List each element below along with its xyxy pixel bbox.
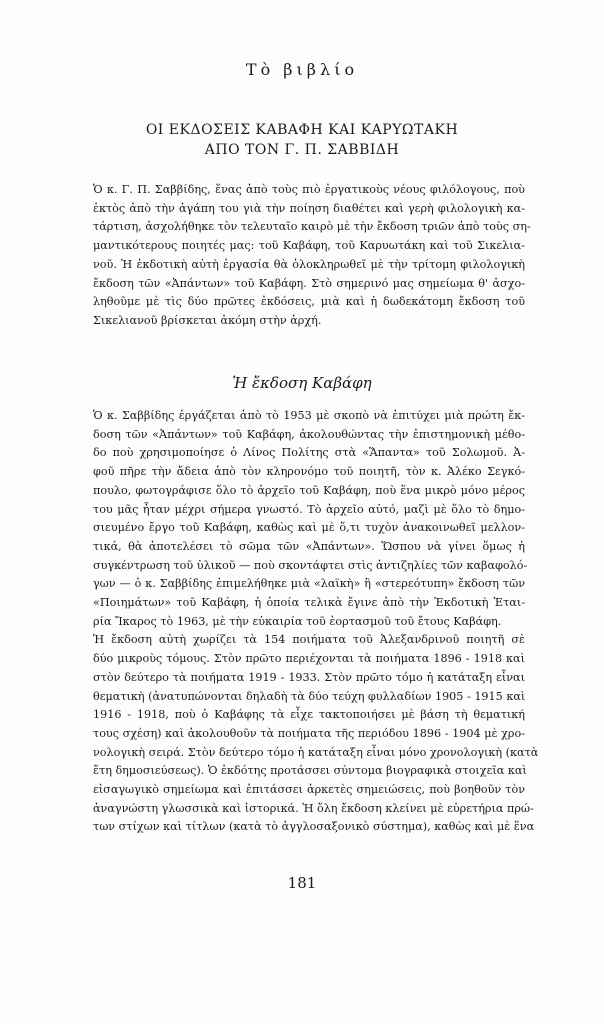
article-title: [0, 120, 604, 160]
text-line: γων — ὁ κ. Σαββίδης ἐπιμελήθηκε μιὰ «λαϊκὴ» ἢ «στερεότυπη» ἔκδοση τῶν: [93, 577, 525, 591]
text-line: τους σχέση) καὶ ἀκολουθοῦν τὰ ποιήματα τῆς περιόδου 1896 - 1904 μὲ χρο-: [93, 726, 525, 740]
text-line: Ὁ κ. Γ. Π. Σαββίδης, ἕνας ἀπὸ τοὺς πιὸ ἐργατικοὺς νέους φιλόλογους, ποὺ: [93, 183, 525, 196]
intro-paragraph: [93, 181, 531, 331]
text-line: «Ποιημάτων» τοῦ Καβάφη, ἡ ὁποία τελικὰ ἔγινε ἀπὸ τὴν Ἐκδοτικὴ Ἑται-: [93, 596, 525, 610]
text-line: μαντικότερους ποιητές μας: τοῦ Καβάφη, τοῦ Καρυωτάκη καὶ τοῦ Σικελια-: [93, 239, 525, 253]
text-line: στὸν δεύτερο τὰ ποιήματα 1919 - 1933. Στὸν πρῶτο τόμο ἡ κατάταξη εἶναι: [93, 670, 525, 684]
text-line: ληθοῦμε μὲ τὶς δύο πρῶτες ἐκδόσεις, μιὰ καὶ ἡ δωδεκάτομη ἔκδοση τοῦ: [93, 295, 525, 309]
text-line: ἔτη δημοσιεύσεως). Ὁ ἐκδότης προτάσσει σύντομα βιογραφικὰ στοιχεῖα καὶ: [93, 764, 527, 778]
text-line: θεματικὴ (ἀνατυπώνονται δηλαδὴ τὰ δύο τεύχη φυλλαδίων 1905 - 1915 καὶ: [93, 689, 526, 703]
text-line: ἔκδοση τῶν «Ἀπάντων» τοῦ Καβάφη. Στὸ σημερινό μας σημείωμα θ' ἀσχο-: [93, 276, 525, 290]
text-line: δοση τῶν «Ἀπάντων» τοῦ Καβάφη, ἀκολουθώντας τὴν ἐπιστημονικὴ μέθο-: [93, 427, 525, 441]
text-line: συγκέντρωση τοῦ ὑλικοῦ — ποὺ σκοντάφτει στὶς ἀντιζηλίες τῶν καβαφολό-: [93, 558, 528, 572]
text-line: Ἡ ἔκδοση αὐτὴ χωρίζει τὰ 154 ποιήματα τοῦ Ἀλεξανδρινοῦ ποιητῆ σὲ: [93, 633, 525, 647]
text-line: Ὁ κ. Σαββίδης ἐργάζεται ἀπὸ τὸ 1953 μὲ σκοπὸ νὰ ἐπιτύχει μιὰ πρώτη ἔκ-: [93, 409, 525, 422]
text-line: νολογικὴ σειρά. Στὸν δεύτερο τόμο ἡ κατάταξη εἶναι μόνο χρονολογικὴ (κατὰ: [93, 745, 539, 759]
text-line: σιευμένο ἔργο τοῦ Καβάφη, καθὼς καὶ μὲ ὅ,τι τυχὸν ἀνακοινωθεῖ μελλον-: [93, 521, 525, 535]
section-header: Τὸ βιβλίο: [245, 60, 359, 79]
article-title-line-1: ΟΙ ΕΚΔΟΣΕΙΣ ΚΑΒΑΦΗ ΚΑΙ ΚΑΡΥΩΤΑΚΗ: [145, 122, 459, 138]
text-line: τικά, θὰ ἀποτελέσει τὸ σῶμα τῶν «Ἀπάντων». Ὥσπου νὰ γίνει ὅμως ἡ: [93, 539, 525, 553]
text-line: 1916 - 1918, ποὺ ὁ Καβάφης τὰ εἶχε τακτοποιήσει μὲ βάση τὴ θεματική: [93, 708, 525, 722]
text-line: ἀναγνώστη γλωσσικὰ καὶ ἱστορικά. Ἡ ὅλη ἔκδοση κλείνει μὲ εὑρετήρια πρώ-: [93, 801, 534, 815]
text-line: των στίχων καὶ τίτλων (κατὰ τὸ ἀγγλοσαξονικὸ σύστημα), καθὼς καὶ μὲ ἕνα: [93, 820, 535, 834]
text-line: φοῦ πῆρε τὴν ἄδεια ἀπὸ τὸν κληρονόμο τοῦ ποιητῆ, τὸν κ. Ἀλέκο Σεγκό-: [93, 465, 525, 479]
text-line: Σικελιανοῦ βρίσκεται ἀκόμη στὴν ἀρχή.: [93, 313, 322, 327]
subheading: Ἡ ἔκδοση Καβάφη: [232, 374, 372, 392]
page-number: 181: [287, 874, 317, 892]
article-title-line-2: ΑΠΟ ΤΟΝ Γ. Π. ΣΑΒΒΙΔΗ: [204, 142, 400, 158]
text-line: τάρτιση, ἀσχολήθηκε τὸν τελευταῖο καιρὸ μὲ τὴν ἔκδοση τριῶν ἀπὸ τοὺς ση-: [93, 220, 531, 234]
text-line: εἰσαγωγικὸ σημείωμα καὶ ἐπιτάσσει ἀρκετὲς σημειώσεις, ποὺ βοηθοῦν τὸν: [93, 783, 525, 797]
text-line: νοῦ. Ἡ ἐκδοτικὴ αὐτὴ ἐργασία θὰ ὁλοκληρωθεῖ μὲ τὴν τρίτομη φιλολογικὴ: [93, 257, 525, 271]
text-line: ρία Ἴκαρος τὸ 1963, μὲ τὴν εὐκαιρία τοῦ ἑορτασμοῦ τοῦ ἔτους Καβάφη.: [93, 614, 502, 628]
text-line: ἐκτὸς ἀπὸ τὴν ἀγάπη του γιὰ τὴν ποίηση διαθέτει καὶ γερὴ φιλολογικὴ κα-: [93, 201, 525, 215]
text-line: δο ποὺ χρησιμοποίησε ὁ Λίνος Πολίτης στὰ «Ἅπαντα» τοῦ Σολωμοῦ. Ἀ-: [93, 446, 525, 460]
body-paragraph: [93, 407, 539, 837]
text-line: δύο μικροὺς τόμους. Στὸν πρῶτο περιέχονται τὰ ποιήματα 1896 - 1918 καὶ: [93, 652, 525, 666]
text-line: του μᾶς ἦταν μέχρι σήμερα γνωστό. Τὸ ἀρχεῖο αὐτό, μαζὶ μὲ ὅλο τὸ δημο-: [93, 502, 525, 516]
text-line: πουλο, φωτογράφισε ὅλο τὸ ἀρχεῖο τοῦ Καβάφη, ποὺ ἕνα μικρὸ μόνο μέρος: [93, 483, 525, 497]
